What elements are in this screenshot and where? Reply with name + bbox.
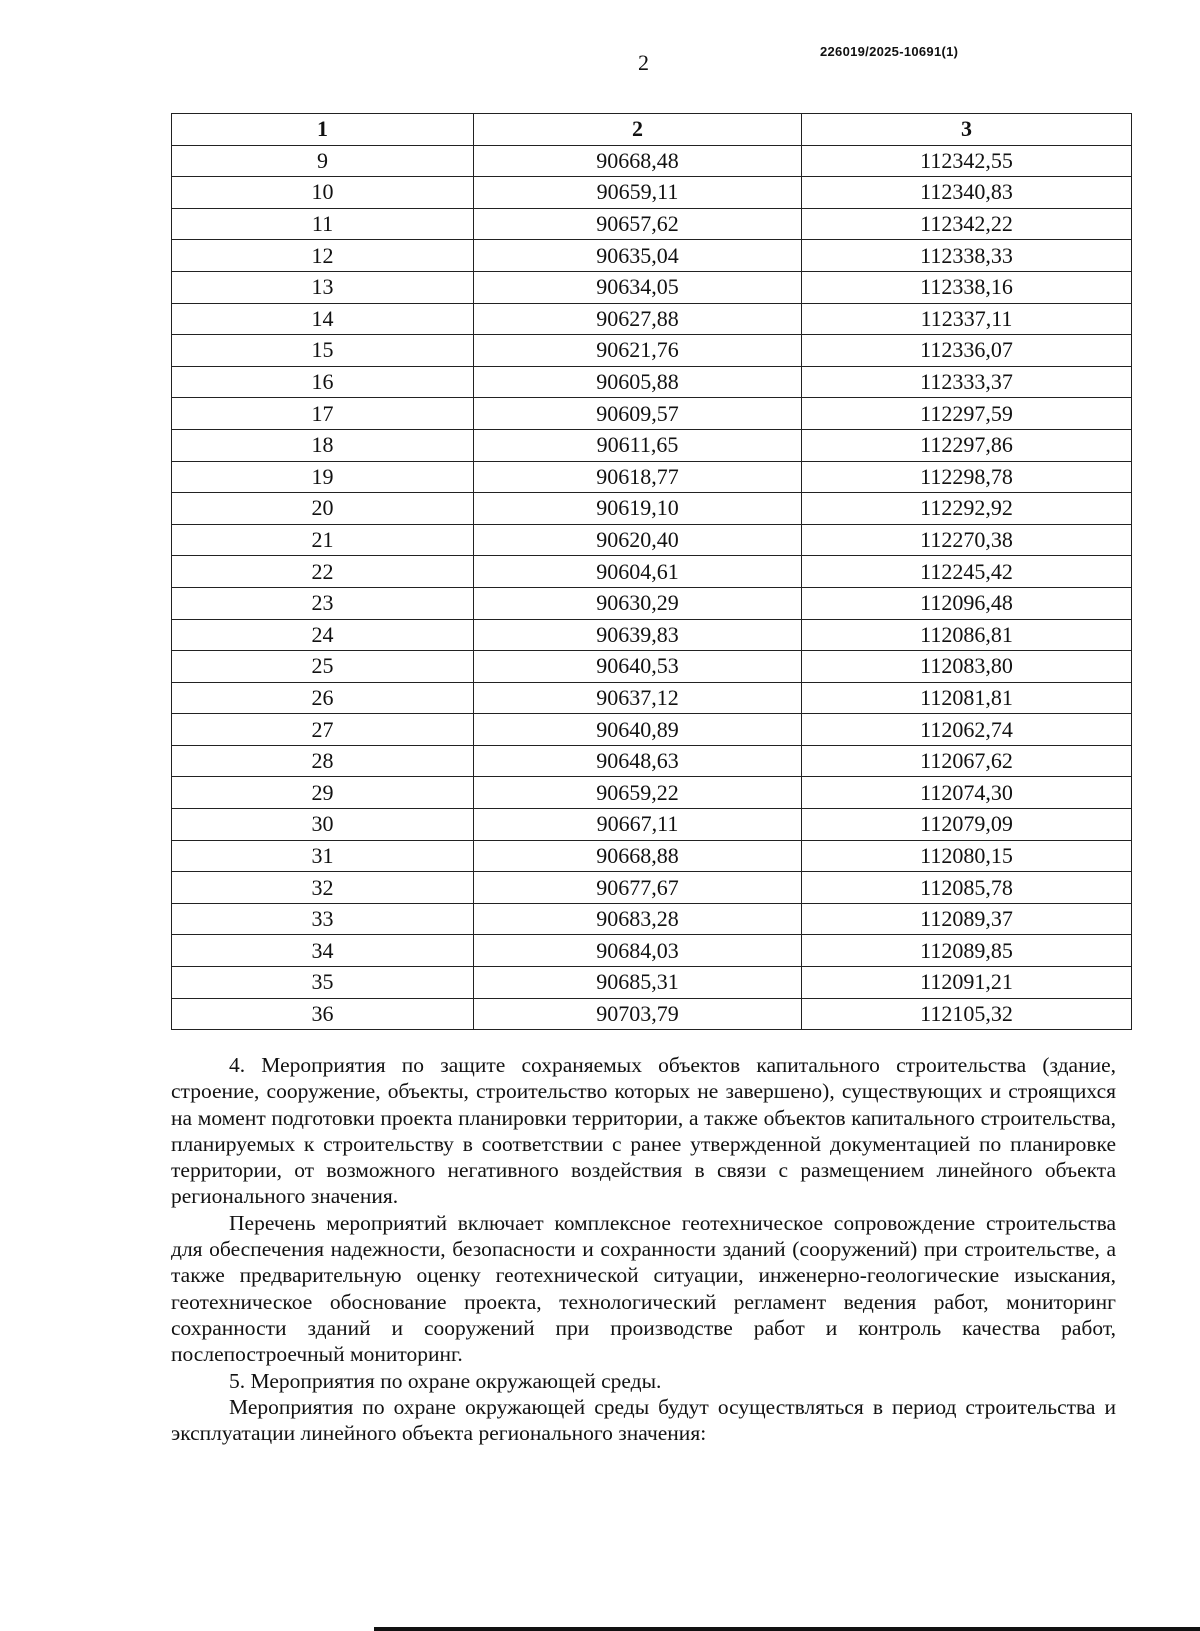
table-row <box>172 903 1132 935</box>
table-row <box>172 998 1132 1030</box>
point-number-cell: 24 <box>172 619 474 651</box>
table-body <box>172 145 1132 1030</box>
x-coordinate-cell: 90683,28 <box>474 903 802 935</box>
y-coordinate-cell: 112067,62 <box>802 745 1132 777</box>
table-row <box>172 240 1132 272</box>
x-coordinate-cell: 90685,31 <box>474 967 802 999</box>
y-coordinate-cell: 112337,11 <box>802 303 1132 335</box>
x-coordinate-cell: 90659,22 <box>474 777 802 809</box>
x-coordinate-cell: 90684,03 <box>474 935 802 967</box>
x-coordinate-cell: 90630,29 <box>474 587 802 619</box>
x-coordinate-cell: 90634,05 <box>474 271 802 303</box>
point-number-cell: 15 <box>172 335 474 367</box>
y-coordinate-cell: 112091,21 <box>802 967 1132 999</box>
point-number-cell: 22 <box>172 556 474 588</box>
table-row <box>172 366 1132 398</box>
table-row <box>172 935 1132 967</box>
point-number-cell: 34 <box>172 935 474 967</box>
y-coordinate-cell: 112342,55 <box>802 145 1132 177</box>
table-row <box>172 967 1132 999</box>
table-row <box>172 208 1132 240</box>
point-number-cell: 20 <box>172 493 474 525</box>
y-coordinate-cell: 112085,78 <box>802 872 1132 904</box>
x-coordinate-cell: 90611,65 <box>474 429 802 461</box>
table-row <box>172 145 1132 177</box>
table-row <box>172 714 1132 746</box>
y-coordinate-cell: 112342,22 <box>802 208 1132 240</box>
x-coordinate-cell: 90635,04 <box>474 240 802 272</box>
x-coordinate-cell: 90637,12 <box>474 682 802 714</box>
table-row <box>172 651 1132 683</box>
table-row <box>172 461 1132 493</box>
point-number-cell: 9 <box>172 145 474 177</box>
x-coordinate-cell: 90609,57 <box>474 398 802 430</box>
y-coordinate-cell: 112080,15 <box>802 840 1132 872</box>
y-coordinate-cell: 112096,48 <box>802 587 1132 619</box>
y-coordinate-cell: 112292,92 <box>802 493 1132 525</box>
y-coordinate-cell: 112083,80 <box>802 651 1132 683</box>
x-coordinate-cell: 90648,63 <box>474 745 802 777</box>
paragraph-4-protection: 4. Мероприятия по защите сохраняемых объектов капитального строительства (здание, строение, сооружение, объекты, строительство которых не завершено), существующих и строящихся на момент подготовки проекта планировки территории, а также объектов капитального строительства, планируемых к строительству в соответствии с ранее утвержденной документацией по планировке территории, от возможного негативного воздействия в связи с размещением линейного объекта регионального значения. <box>171 1053 1116 1209</box>
table-header-row <box>172 114 1132 146</box>
y-coordinate-cell: 112105,32 <box>802 998 1132 1030</box>
x-coordinate-cell: 90668,88 <box>474 840 802 872</box>
y-coordinate-cell: 112081,81 <box>802 682 1132 714</box>
point-number-cell: 35 <box>172 967 474 999</box>
table-row <box>172 556 1132 588</box>
y-coordinate-cell: 112336,07 <box>802 335 1132 367</box>
point-number-cell: 19 <box>172 461 474 493</box>
table-row <box>172 619 1132 651</box>
x-coordinate-cell: 90621,76 <box>474 335 802 367</box>
x-coordinate-cell: 90604,61 <box>474 556 802 588</box>
table-row <box>172 587 1132 619</box>
point-number-cell: 23 <box>172 587 474 619</box>
table-row <box>172 840 1132 872</box>
point-number-cell: 12 <box>172 240 474 272</box>
column-header: 2 <box>474 114 802 146</box>
column-header: 1 <box>172 114 474 146</box>
point-number-cell: 26 <box>172 682 474 714</box>
point-number-cell: 21 <box>172 524 474 556</box>
x-coordinate-cell: 90668,48 <box>474 145 802 177</box>
y-coordinate-cell: 112270,38 <box>802 524 1132 556</box>
table-row <box>172 493 1132 525</box>
y-coordinate-cell: 112338,33 <box>802 240 1132 272</box>
y-coordinate-cell: 112089,37 <box>802 903 1132 935</box>
point-number-cell: 10 <box>172 177 474 209</box>
table-row <box>172 809 1132 841</box>
footer-rule <box>374 1627 1200 1631</box>
point-number-cell: 31 <box>172 840 474 872</box>
table-row <box>172 777 1132 809</box>
point-number-cell: 16 <box>172 366 474 398</box>
paragraph-measures-list: Перечень мероприятий включает комплексное геотехническое сопровождение строительства для обеспечения надежности, безопасности и сохранности зданий (сооружений) при строительстве, а также предварительную оценку геотехнической ситуации, инженерно-геологические изыскания, геотехническое обоснование проекта, технологический регламент ведения работ, мониторинг сохранности зданий и сооружений при производстве работ и контроль качества работ, послепостроечный мониторинг. <box>171 1210 1116 1367</box>
y-coordinate-cell: 112340,83 <box>802 177 1132 209</box>
point-number-cell: 27 <box>172 714 474 746</box>
table-row <box>172 398 1132 430</box>
column-header: 3 <box>802 114 1132 146</box>
table-row <box>172 271 1132 303</box>
x-coordinate-cell: 90703,79 <box>474 998 802 1030</box>
x-coordinate-cell: 90677,67 <box>474 872 802 904</box>
x-coordinate-cell: 90618,77 <box>474 461 802 493</box>
x-coordinate-cell: 90639,83 <box>474 619 802 651</box>
point-number-cell: 36 <box>172 998 474 1030</box>
point-number-cell: 14 <box>172 303 474 335</box>
table-row <box>172 303 1132 335</box>
x-coordinate-cell: 90659,11 <box>474 177 802 209</box>
table-row <box>172 335 1132 367</box>
table-row <box>172 524 1132 556</box>
y-coordinate-cell: 112298,78 <box>802 461 1132 493</box>
y-coordinate-cell: 112089,85 <box>802 935 1132 967</box>
y-coordinate-cell: 112297,59 <box>802 398 1132 430</box>
x-coordinate-cell: 90667,11 <box>474 809 802 841</box>
x-coordinate-cell: 90627,88 <box>474 303 802 335</box>
table-row <box>172 872 1132 904</box>
y-coordinate-cell: 112086,81 <box>802 619 1132 651</box>
point-number-cell: 25 <box>172 651 474 683</box>
x-coordinate-cell: 90640,89 <box>474 714 802 746</box>
coordinates-table <box>171 113 1132 1030</box>
y-coordinate-cell: 112297,86 <box>802 429 1132 461</box>
y-coordinate-cell: 112079,09 <box>802 809 1132 841</box>
table-row <box>172 745 1132 777</box>
point-number-cell: 28 <box>172 745 474 777</box>
x-coordinate-cell: 90640,53 <box>474 651 802 683</box>
point-number-cell: 29 <box>172 777 474 809</box>
x-coordinate-cell: 90620,40 <box>474 524 802 556</box>
x-coordinate-cell: 90605,88 <box>474 366 802 398</box>
point-number-cell: 32 <box>172 872 474 904</box>
point-number-cell: 33 <box>172 903 474 935</box>
x-coordinate-cell: 90619,10 <box>474 493 802 525</box>
page-number: 2 <box>638 50 649 75</box>
point-number-cell: 11 <box>172 208 474 240</box>
y-coordinate-cell: 112338,16 <box>802 271 1132 303</box>
point-number-cell: 18 <box>172 429 474 461</box>
y-coordinate-cell: 112333,37 <box>802 366 1132 398</box>
table-row <box>172 177 1132 209</box>
y-coordinate-cell: 112062,74 <box>802 714 1132 746</box>
point-number-cell: 13 <box>172 271 474 303</box>
paragraph-5-heading: 5. Мероприятия по охране окружающей среды. <box>229 1368 662 1393</box>
paragraph-environment: Мероприятия по охране окружающей среды будут осуществляться в период строительства и эксплуатации линейного объекта регионального значения: <box>171 1394 1116 1446</box>
y-coordinate-cell: 112245,42 <box>802 556 1132 588</box>
document-id: 226019/2025-10691(1) <box>820 44 959 59</box>
body-text <box>171 1052 1116 1446</box>
x-coordinate-cell: 90657,62 <box>474 208 802 240</box>
table-row <box>172 682 1132 714</box>
y-coordinate-cell: 112074,30 <box>802 777 1132 809</box>
point-number-cell: 17 <box>172 398 474 430</box>
table-row <box>172 429 1132 461</box>
point-number-cell: 30 <box>172 809 474 841</box>
